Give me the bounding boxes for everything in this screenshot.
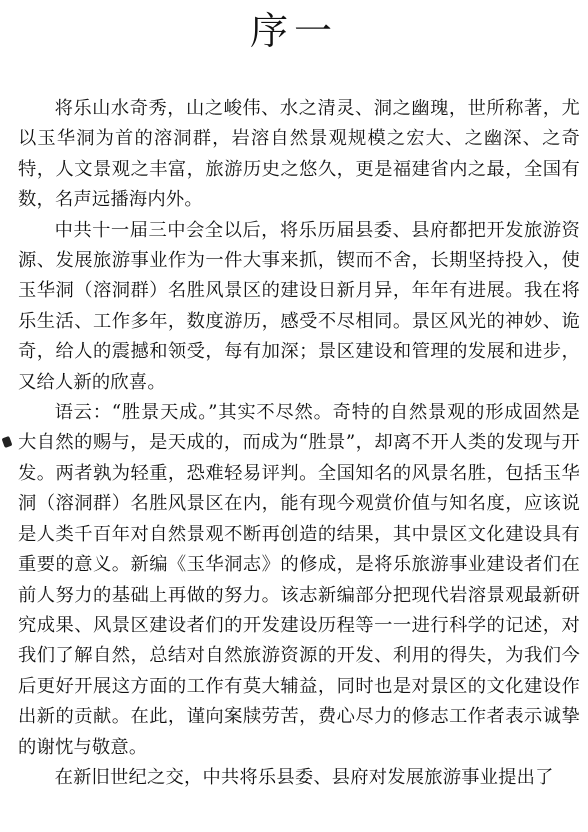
document-body [18, 94, 580, 793]
page-title: 序一 [249, 9, 338, 53]
ink-mark [2, 436, 13, 448]
paragraph-3: 语云：“胜景天成。”其实不尽然。奇特的自然景观的形成固然是大自然的赐与，是天成的，而成为“胜景”，却离不开人类的发现与开发。两者孰为轻重，恐难轻易评判。全国知名的风景名胜，包括玉华洞（溶洞群）名胜风景区在内，能有现今观赏价值与知名度，应该说是人类千百年对自然景观不断再创造的结果，其中景区文化建设具有重要的意义。新编《玉华洞志》的修成，是将乐旅游事业建设者们在前人努力的基础上再做的努力。该志新编部分把现代岩溶景观最新研究成果、风景区建设者们的开发建设历程等一一进行科学的记述，对我们了解自然，总结对自然旅游资源的开发、利用的得失，为我们今后更好开展这方面的工作有莫大辅益，同时也是对景区的文化建设作出新的贡献。在此，谨向案牍劳苦，费心尽力的修志工作者表示诚挚的谢忱与敬意。 [18, 402, 580, 758]
paragraph-4: 在新旧世纪之交，中共将乐县委、县府对发展旅游事业提出了 [54, 766, 554, 788]
paragraph-2: 中共十一届三中会全以后，将乐历届县委、县府都把开发旅游资源、发展旅游事业作为一件大事来抓，锲而不舍，长期坚持投入，使玉华洞（溶洞群）名胜风景区的建设日新月异，年年有进展。我在将乐生活、工作多年，数度游历，感受不尽相同。景区风光的神妙、诡奇，给人的震撼和领受，每有加深；景区建设和管理的发展和进步，又给人新的欣喜。 [18, 219, 580, 393]
paragraph-1: 将乐山水奇秀，山之峻伟、水之清灵、洞之幽瑰，世所称著，尤以玉华洞为首的溶洞群，岩溶自然景观规模之宏大、之幽深、之奇特，人文景观之丰富，旅游历史之悠久，更是福建省内之最，全国有数，名声远播海内外。 [18, 98, 580, 211]
